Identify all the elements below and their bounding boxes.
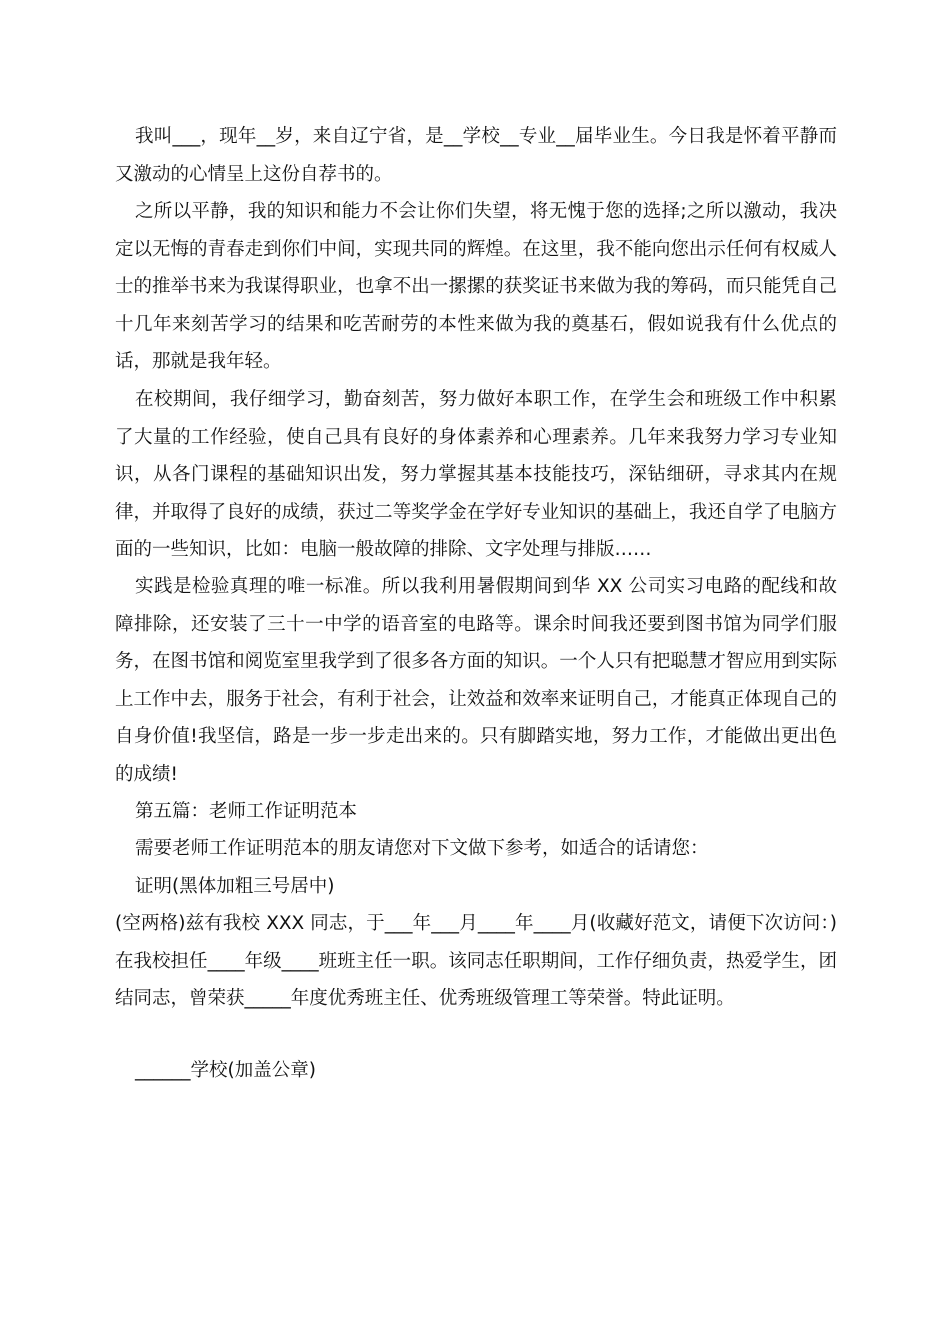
paragraph-motivation: 之所以平静，我的知识和能力不会让你们失望，将无愧于您的选择;之所以激动，我决定以无悔的青春走到你们中间，实现共同的辉煌。在这里，我不能向您出示任何有权威人士的推举书来为我谋得职业，也拿不出一摞摞的获奖证书来做为我的筹码，而只能凭自己十几年来刻苦学习的结果和吃苦耐劳的本性来做为我的奠基石，假如说我有什么优点的话，那就是我年轻。: [115, 201, 837, 372]
certificate-heading: 证明(黑体加粗三号居中): [135, 876, 335, 897]
signature-line: ______学校(加盖公章): [135, 1060, 316, 1081]
paragraph-practice: 实践是检验真理的唯一标准。所以我利用暑假期间到华 XX 公司实习电路的配线和故障排除，还安装了三十一中学的语音室的电路等。课余时间我还要到图书馆为同学们服务，在图书馆和阅览室里我学到了很多各方面的知识。一个人只有把聪慧才智应用到实际上工作中去，服务于社会，有利于社会，让效益和效率来证明自己，才能真正体现自己的自身价值!我坚信，路是一步一步走出来的。只有脚踏实地，努力工作，才能做出更出色的成绩!: [115, 576, 837, 785]
paragraph-school-study: 在校期间，我仔细学习，勤奋刻苦，努力做好本职工作，在学生会和班级工作中积累了大量的工作经验，使自己具有良好的身体素养和心理素养。几年来我努力学习专业知识，从各门课程的基础知识出发，努力掌握其基本技能技巧，深钻细研，寻求其内在规律，并取得了良好的成绩，获过二等奖学金在学好专业知识的基础上，我还自学了电脑方面的一些知识，比如：电脑一般故障的排除、文字处理与排版……: [115, 389, 837, 560]
paragraph-self-intro: 我叫___，现年__岁，来自辽宁省，是__学校__专业__届毕业生。今日我是怀着平静而又激动的心情呈上这份自荐书的。: [115, 126, 837, 185]
section-title: 第五篇：老师工作证明范本: [135, 801, 358, 822]
certificate-body: (空两格)兹有我校 XXX 同志，于___年___月____年____月(收藏好范文，请便下次访问：)在我校担任____年级____班班主任一职。该同志任职期间，工作仔细负责，热爱学生，团结同志，曾荣获_____年度优秀班主任、优秀班级管理工等荣誉。特此证明。: [115, 913, 837, 1009]
intro-line: 需要老师工作证明范本的朋友请您对下文做下参考，如适合的话请您：: [135, 838, 709, 859]
